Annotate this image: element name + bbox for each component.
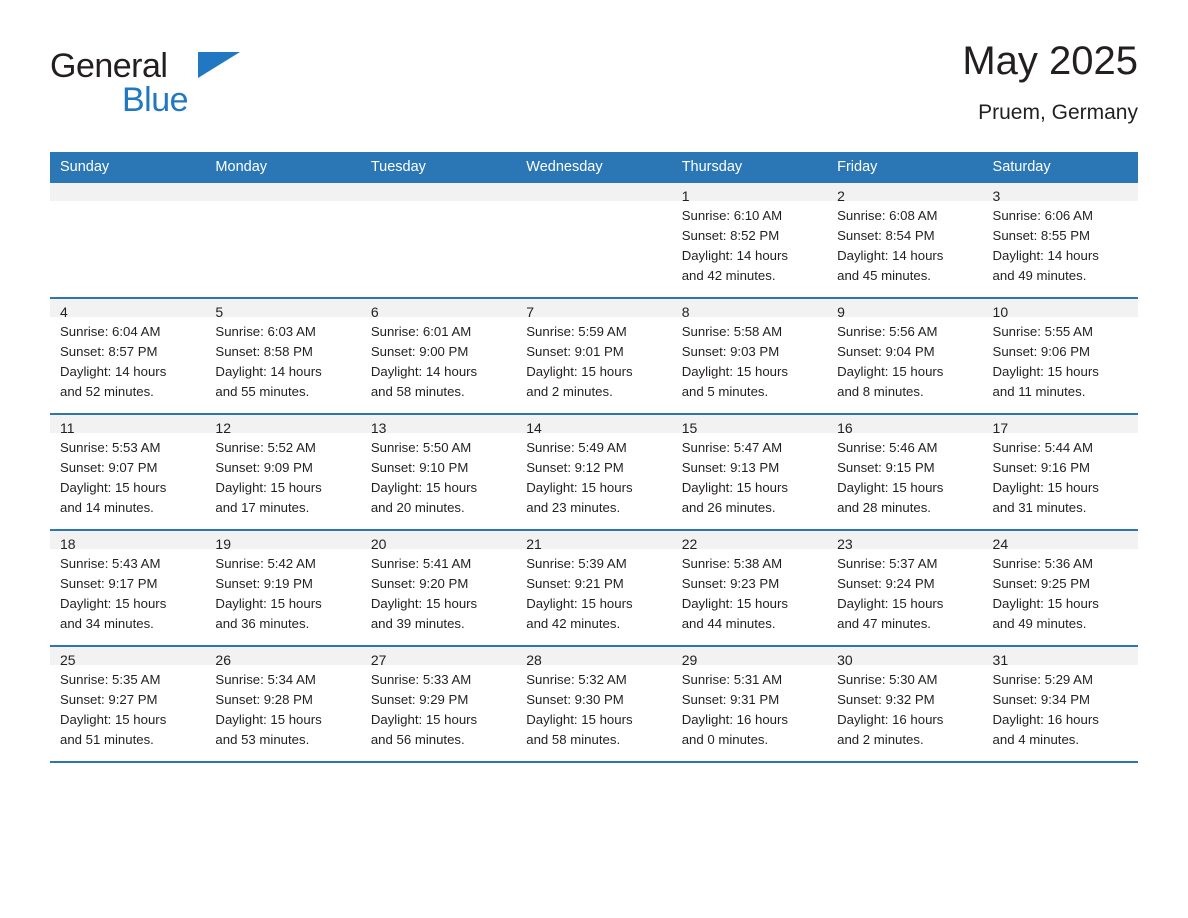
sunset-text: Sunset: 9:00 PM	[370, 344, 469, 359]
daylight-text: and 0 minutes.	[681, 732, 769, 747]
calendar-cell-empty	[50, 183, 205, 298]
daylight-text: Daylight: 15 hours	[370, 712, 478, 727]
sunrise-text: Sunrise: 5:31 AM	[681, 672, 783, 687]
sunset-text: Sunset: 9:13 PM	[681, 460, 780, 475]
day-number: 3	[983, 183, 1138, 201]
sunrise-text: Sunrise: 5:38 AM	[681, 556, 783, 571]
daylight-text: Daylight: 14 hours	[215, 364, 322, 379]
calendar-cell-day[interactable]	[672, 530, 827, 646]
sunrise-text: Sunrise: 5:58 AM	[681, 324, 783, 339]
calendar-cell-day[interactable]	[983, 530, 1138, 646]
day-details	[516, 433, 671, 529]
calendar-table	[50, 152, 1138, 763]
page-header	[50, 30, 1138, 138]
day-details	[205, 201, 360, 297]
daylight-text: Daylight: 14 hours	[681, 248, 788, 263]
calendar-cell-day[interactable]	[361, 530, 516, 646]
day-number: 14	[516, 415, 671, 433]
day-number: 19	[205, 531, 360, 549]
calendar-cell-day[interactable]	[205, 414, 360, 530]
daylight-text: and 44 minutes.	[681, 616, 776, 631]
daylight-text: and 51 minutes.	[60, 732, 154, 747]
sunset-text: Sunset: 9:17 PM	[60, 576, 158, 591]
day-number	[516, 183, 671, 201]
daylight-text: Daylight: 15 hours	[215, 712, 322, 727]
day-details	[672, 317, 827, 413]
sunrise-text: Sunrise: 5:44 AM	[992, 440, 1093, 455]
sunrise-text: Sunrise: 5:49 AM	[526, 440, 627, 455]
day-number: 6	[361, 299, 516, 317]
day-details	[361, 665, 516, 761]
day-number: 22	[672, 531, 827, 549]
sunrise-text: Sunrise: 5:55 AM	[992, 324, 1093, 339]
day-details	[516, 549, 671, 645]
daylight-text: Daylight: 15 hours	[681, 480, 788, 495]
sunset-text: Sunset: 9:29 PM	[370, 692, 469, 707]
calendar-cell-day[interactable]	[672, 414, 827, 530]
calendar-week-row	[50, 646, 1138, 762]
sunset-text: Sunset: 9:27 PM	[60, 692, 158, 707]
sunset-text: Sunset: 9:25 PM	[992, 576, 1091, 591]
calendar-cell-day[interactable]	[361, 414, 516, 530]
day-details	[516, 665, 671, 761]
daylight-text: and 5 minutes.	[681, 384, 769, 399]
daylight-text: and 53 minutes.	[215, 732, 310, 747]
calendar-cell-day[interactable]	[205, 530, 360, 646]
daylight-text: and 39 minutes.	[370, 616, 465, 631]
weekday-header-sunday: Sunday	[50, 152, 205, 183]
sunrise-text: Sunrise: 6:06 AM	[992, 208, 1093, 223]
page-title: May 2025	[962, 39, 1138, 83]
sunset-text: Sunset: 9:31 PM	[681, 692, 780, 707]
day-details	[983, 201, 1138, 297]
daylight-text: Daylight: 15 hours	[526, 596, 633, 611]
daylight-text: Daylight: 14 hours	[370, 364, 478, 379]
title-block	[962, 30, 1138, 128]
day-details	[50, 549, 205, 645]
day-details	[50, 665, 205, 761]
day-number: 17	[983, 415, 1138, 433]
day-number: 10	[983, 299, 1138, 317]
sunrise-text: Sunrise: 5:36 AM	[992, 556, 1093, 571]
day-number: 26	[205, 647, 360, 665]
calendar-cell-day[interactable]	[827, 646, 982, 762]
daylight-text: and 58 minutes.	[370, 384, 465, 399]
daylight-text: Daylight: 14 hours	[60, 364, 167, 379]
day-number: 27	[361, 647, 516, 665]
daylight-text: and 42 minutes.	[526, 616, 621, 631]
day-details	[672, 665, 827, 761]
daylight-text: and 23 minutes.	[526, 500, 621, 515]
daylight-text: Daylight: 15 hours	[526, 364, 633, 379]
day-number: 2	[827, 183, 982, 201]
daylight-text: and 55 minutes.	[215, 384, 310, 399]
sunset-text: Sunset: 8:52 PM	[681, 228, 780, 243]
sunset-text: Sunset: 9:03 PM	[681, 344, 780, 359]
daylight-text: Daylight: 15 hours	[370, 480, 478, 495]
sunset-text: Sunset: 9:28 PM	[215, 692, 313, 707]
calendar-cell-day[interactable]	[983, 414, 1138, 530]
sunrise-text: Sunrise: 5:42 AM	[215, 556, 316, 571]
sunrise-text: Sunrise: 5:52 AM	[215, 440, 316, 455]
calendar-cell-day[interactable]	[827, 530, 982, 646]
daylight-text: and 17 minutes.	[215, 500, 310, 515]
daylight-text: and 52 minutes.	[60, 384, 154, 399]
sunrise-text: Sunrise: 5:59 AM	[526, 324, 627, 339]
day-number: 8	[672, 299, 827, 317]
daylight-text: Daylight: 15 hours	[681, 596, 788, 611]
sunrise-text: Sunrise: 5:29 AM	[992, 672, 1093, 687]
day-number: 1	[672, 183, 827, 201]
day-number: 21	[516, 531, 671, 549]
day-number: 18	[50, 531, 205, 549]
daylight-text: and 36 minutes.	[215, 616, 310, 631]
calendar-cell-day[interactable]	[827, 298, 982, 414]
day-number: 20	[361, 531, 516, 549]
day-details	[205, 549, 360, 645]
daylight-text: and 2 minutes.	[837, 732, 924, 747]
sunset-text: Sunset: 9:10 PM	[370, 460, 469, 475]
day-details	[983, 317, 1138, 413]
day-details	[672, 201, 827, 297]
sunrise-text: Sunrise: 5:47 AM	[681, 440, 783, 455]
daylight-text: and 45 minutes.	[837, 268, 931, 283]
daylight-text: and 49 minutes.	[992, 616, 1087, 631]
day-number: 28	[516, 647, 671, 665]
daylight-text: Daylight: 15 hours	[526, 480, 633, 495]
calendar-cell-day[interactable]	[361, 298, 516, 414]
sunset-text: Sunset: 9:21 PM	[526, 576, 624, 591]
daylight-text: Daylight: 15 hours	[837, 596, 944, 611]
calendar-cell-day[interactable]	[672, 298, 827, 414]
daylight-text: and 28 minutes.	[837, 500, 931, 515]
daylight-text: Daylight: 14 hours	[837, 248, 944, 263]
daylight-text: and 14 minutes.	[60, 500, 154, 515]
day-details	[827, 433, 982, 529]
day-number	[361, 183, 516, 201]
sunrise-text: Sunrise: 5:30 AM	[837, 672, 938, 687]
sunset-text: Sunset: 8:57 PM	[60, 344, 158, 359]
calendar-cell-day[interactable]	[516, 646, 671, 762]
day-number	[50, 183, 205, 201]
day-number: 31	[983, 647, 1138, 665]
daylight-text: Daylight: 15 hours	[992, 480, 1099, 495]
day-details	[205, 665, 360, 761]
calendar-body	[50, 183, 1138, 762]
calendar-cell-day[interactable]	[827, 183, 982, 298]
daylight-text: and 8 minutes.	[837, 384, 924, 399]
sunrise-text: Sunrise: 6:04 AM	[60, 324, 161, 339]
calendar-cell-empty	[516, 183, 671, 298]
sunrise-text: Sunrise: 6:03 AM	[215, 324, 316, 339]
daylight-text: and 34 minutes.	[60, 616, 154, 631]
weekday-header-saturday: Saturday	[983, 152, 1138, 183]
sunset-text: Sunset: 9:20 PM	[370, 576, 469, 591]
daylight-text: and 56 minutes.	[370, 732, 465, 747]
sunset-text: Sunset: 8:58 PM	[215, 344, 313, 359]
daylight-text: and 31 minutes.	[992, 500, 1087, 515]
calendar-cell-day[interactable]	[672, 646, 827, 762]
daylight-text: Daylight: 15 hours	[60, 596, 167, 611]
sunrise-text: Sunrise: 6:10 AM	[681, 208, 783, 223]
daylight-text: Daylight: 16 hours	[681, 712, 788, 727]
sunset-text: Sunset: 8:55 PM	[992, 228, 1091, 243]
calendar-cell-day[interactable]	[516, 414, 671, 530]
calendar-cell-day[interactable]	[516, 530, 671, 646]
calendar-week-row	[50, 530, 1138, 646]
daylight-text: and 20 minutes.	[370, 500, 465, 515]
sunrise-text: Sunrise: 5:33 AM	[370, 672, 472, 687]
sunrise-text: Sunrise: 6:01 AM	[370, 324, 472, 339]
calendar-cell-day[interactable]	[205, 298, 360, 414]
sunrise-text: Sunrise: 5:39 AM	[526, 556, 627, 571]
daylight-text: Daylight: 15 hours	[215, 480, 322, 495]
day-number: 9	[827, 299, 982, 317]
sunrise-text: Sunrise: 6:08 AM	[837, 208, 938, 223]
daylight-text: Daylight: 16 hours	[837, 712, 944, 727]
calendar-cell-day[interactable]	[50, 298, 205, 414]
daylight-text: and 42 minutes.	[681, 268, 776, 283]
day-number: 4	[50, 299, 205, 317]
day-number: 13	[361, 415, 516, 433]
day-details	[516, 201, 671, 297]
day-number: 5	[205, 299, 360, 317]
day-number: 24	[983, 531, 1138, 549]
calendar-cell-day[interactable]	[827, 414, 982, 530]
calendar-cell-day[interactable]	[50, 530, 205, 646]
day-number	[205, 183, 360, 201]
day-number: 30	[827, 647, 982, 665]
sunset-text: Sunset: 9:04 PM	[837, 344, 935, 359]
daylight-text: Daylight: 15 hours	[215, 596, 322, 611]
daylight-text: and 47 minutes.	[837, 616, 931, 631]
daylight-text: Daylight: 15 hours	[370, 596, 478, 611]
sunset-text: Sunset: 9:12 PM	[526, 460, 624, 475]
daylight-text: and 4 minutes.	[992, 732, 1080, 747]
sunset-text: Sunset: 9:09 PM	[215, 460, 313, 475]
day-details	[361, 201, 516, 297]
daylight-text: Daylight: 15 hours	[681, 364, 788, 379]
sunset-text: Sunset: 9:01 PM	[526, 344, 624, 359]
logo-triangle-icon	[198, 52, 240, 78]
calendar-cell-empty	[361, 183, 516, 298]
daylight-text: Daylight: 15 hours	[60, 712, 167, 727]
daylight-text: Daylight: 15 hours	[837, 364, 944, 379]
day-details	[827, 317, 982, 413]
day-number: 15	[672, 415, 827, 433]
sunset-text: Sunset: 9:19 PM	[215, 576, 313, 591]
day-details	[827, 665, 982, 761]
day-number: 25	[50, 647, 205, 665]
sunset-text: Sunset: 9:06 PM	[992, 344, 1091, 359]
calendar-cell-day[interactable]	[983, 298, 1138, 414]
calendar-week-row	[50, 414, 1138, 530]
day-details	[983, 665, 1138, 761]
daylight-text: and 2 minutes.	[526, 384, 613, 399]
sunrise-text: Sunrise: 5:32 AM	[526, 672, 627, 687]
calendar-cell-day[interactable]	[361, 646, 516, 762]
calendar-cell-empty	[205, 183, 360, 298]
calendar-cell-day[interactable]	[50, 414, 205, 530]
sunrise-text: Sunrise: 5:53 AM	[60, 440, 161, 455]
sunset-text: Sunset: 9:34 PM	[992, 692, 1091, 707]
day-number: 7	[516, 299, 671, 317]
day-details	[516, 317, 671, 413]
calendar-cell-day[interactable]	[983, 183, 1138, 298]
calendar-cell-day[interactable]	[50, 646, 205, 762]
day-number: 23	[827, 531, 982, 549]
day-details	[983, 549, 1138, 645]
daylight-text: Daylight: 15 hours	[60, 480, 167, 495]
day-number: 29	[672, 647, 827, 665]
daylight-text: Daylight: 14 hours	[992, 248, 1099, 263]
calendar-week-row	[50, 298, 1138, 414]
day-details	[361, 549, 516, 645]
day-details	[205, 317, 360, 413]
calendar-week-row	[50, 183, 1138, 298]
logo-text-general: General	[50, 47, 168, 85]
daylight-text: and 11 minutes.	[992, 384, 1086, 399]
daylight-text: and 58 minutes.	[526, 732, 621, 747]
weekday-header-tuesday: Tuesday	[361, 152, 516, 183]
day-number: 12	[205, 415, 360, 433]
day-number: 16	[827, 415, 982, 433]
day-details	[50, 317, 205, 413]
sunset-text: Sunset: 9:30 PM	[526, 692, 624, 707]
daylight-text: and 49 minutes.	[992, 268, 1087, 283]
sunrise-text: Sunrise: 5:37 AM	[837, 556, 938, 571]
daylight-text: Daylight: 15 hours	[837, 480, 944, 495]
location-subtitle: Pruem, Germany	[978, 101, 1138, 124]
calendar-cell-day[interactable]	[205, 646, 360, 762]
generalblue-logo	[50, 30, 350, 119]
sunset-text: Sunset: 9:16 PM	[992, 460, 1091, 475]
sunrise-text: Sunrise: 5:56 AM	[837, 324, 938, 339]
day-number: 11	[50, 415, 205, 433]
weekday-header-row	[50, 152, 1138, 183]
sunset-text: Sunset: 9:32 PM	[837, 692, 935, 707]
daylight-text: and 26 minutes.	[681, 500, 776, 515]
calendar-cell-day[interactable]	[983, 646, 1138, 762]
weekday-header-wednesday: Wednesday	[516, 152, 671, 183]
day-details	[827, 549, 982, 645]
daylight-text: Daylight: 15 hours	[526, 712, 633, 727]
daylight-text: Daylight: 15 hours	[992, 364, 1099, 379]
day-details	[672, 549, 827, 645]
day-details	[205, 433, 360, 529]
day-details	[672, 433, 827, 529]
day-details	[361, 317, 516, 413]
sunrise-text: Sunrise: 5:41 AM	[370, 556, 472, 571]
daylight-text: Daylight: 15 hours	[992, 596, 1099, 611]
sunrise-text: Sunrise: 5:46 AM	[837, 440, 938, 455]
day-details	[50, 201, 205, 297]
weekday-header-monday: Monday	[205, 152, 360, 183]
day-details	[50, 433, 205, 529]
day-details	[361, 433, 516, 529]
sunset-text: Sunset: 9:24 PM	[837, 576, 935, 591]
day-details	[983, 433, 1138, 529]
day-details	[827, 201, 982, 297]
calendar-cell-day[interactable]	[672, 183, 827, 298]
sunset-text: Sunset: 8:54 PM	[837, 228, 935, 243]
sunset-text: Sunset: 9:07 PM	[60, 460, 158, 475]
daylight-text: Daylight: 16 hours	[992, 712, 1099, 727]
sunset-text: Sunset: 9:15 PM	[837, 460, 935, 475]
sunrise-text: Sunrise: 5:34 AM	[215, 672, 316, 687]
sunrise-text: Sunrise: 5:43 AM	[60, 556, 161, 571]
logo-text-blue: Blue	[122, 81, 189, 119]
sunrise-text: Sunrise: 5:35 AM	[60, 672, 161, 687]
sunrise-text: Sunrise: 5:50 AM	[370, 440, 472, 455]
calendar-cell-day[interactable]	[516, 298, 671, 414]
weekday-header-thursday: Thursday	[672, 152, 827, 183]
weekday-header-friday: Friday	[827, 152, 982, 183]
sunset-text: Sunset: 9:23 PM	[681, 576, 780, 591]
